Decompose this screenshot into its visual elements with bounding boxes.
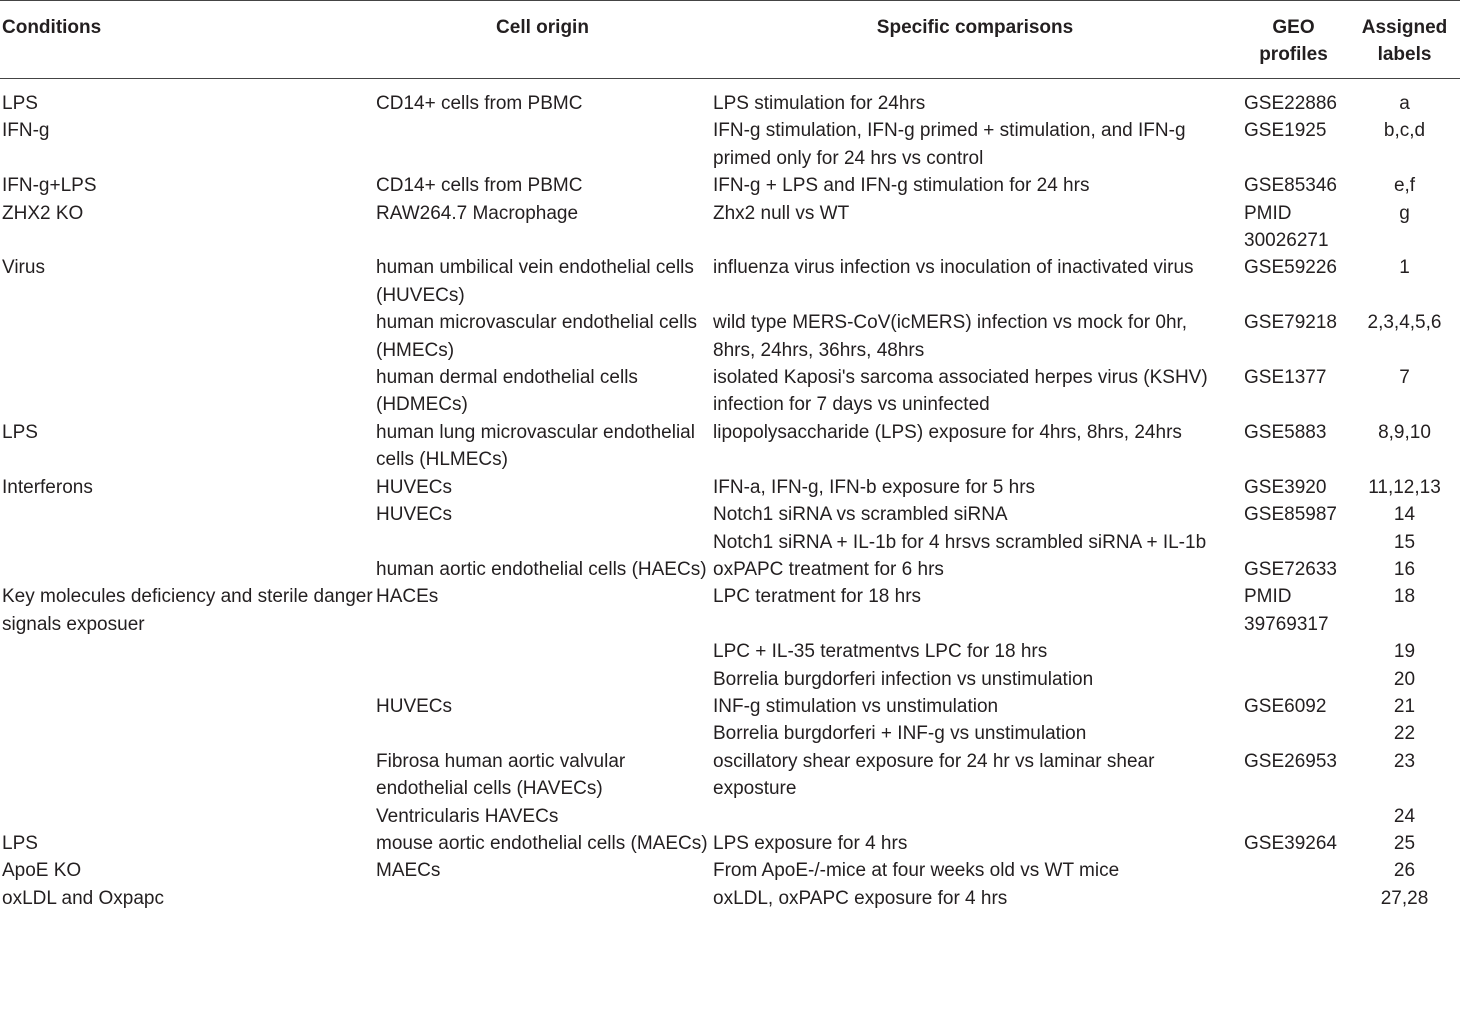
cell-assigned-label [1349,200,1460,255]
assigned-label-text: g [1399,202,1410,224]
geo-profile-text: GSE79218 [1244,312,1337,334]
cell-origin-text: human microvascular endothelial cells (HMECs) [376,312,698,361]
cell-assigned-label [1349,748,1460,803]
cell-assigned-label [1349,117,1460,172]
cell-assigned-label [1349,803,1460,830]
cell-geo-profile [1238,720,1349,747]
cell-origin-text: Fibrosa human aortic valvular endothelial cells (HAVECs) [376,750,626,800]
cell-assigned-label [1349,474,1460,501]
assigned-label-text: 11,12,13 [1368,476,1441,498]
cell-origin-text: CD14+ cells from PBMC [376,175,583,197]
cell-comparison [712,830,1238,857]
assigned-label-text: 22 [1393,723,1416,745]
cell-assigned-label [1349,254,1460,309]
cell-cell-origin [373,501,712,528]
assigned-label-text: 15 [1393,531,1416,553]
cell-comparison [712,583,1238,638]
cell-comparison [712,529,1238,556]
cell-condition [0,556,373,583]
cell-assigned-label [1349,693,1460,720]
cell-assigned-label [1349,583,1460,638]
cell-condition [0,666,373,693]
condition-text: IFN-g [2,120,50,142]
table-row [0,748,1460,803]
assigned-label-text: 20 [1393,668,1416,690]
table-row [0,474,1460,501]
cell-comparison [712,748,1238,803]
cell-cell-origin [373,254,712,309]
cell-cell-origin [373,885,712,912]
cell-assigned-label [1349,309,1460,364]
cell-geo-profile [1238,666,1349,693]
geo-profile-text: GSE6092 [1244,695,1327,717]
cell-comparison [712,419,1238,474]
cell-geo-profile [1238,803,1349,830]
condition-text: ApoE KO [2,860,82,882]
comparison-text: Borrelia burgdorferi infection vs unstimulation [713,668,1094,690]
table-row [0,172,1460,199]
cell-geo-profile [1238,309,1349,364]
comparison-text: IFN-g + LPS and IFN-g stimulation for 24 hrs [713,175,1090,197]
table-row [0,254,1460,309]
cell-assigned-label [1349,529,1460,556]
comparison-text: lipopolysaccharide (LPS) exposure for 4hrs, 8hrs, 24hrs [713,421,1182,443]
cell-cell-origin [373,803,712,830]
geo-profile-text: PMID 39769317 [1244,586,1329,635]
assigned-label-text: 25 [1393,832,1416,854]
cell-cell-origin [373,474,712,501]
geo-profile-text: GSE85987 [1244,504,1337,526]
cell-assigned-label [1349,364,1460,419]
assigned-label-text: 18 [1393,586,1416,608]
comparison-text: isolated Kaposi's sarcoma associated herpes virus (KSHV) infection for 7 days vs uninfected [713,367,1208,416]
cell-comparison [712,364,1238,419]
table-header [0,1,1460,79]
table-row [0,830,1460,857]
cell-condition [0,830,373,857]
cell-geo-profile [1238,857,1349,884]
cell-condition [0,200,373,255]
cell-condition [0,117,373,172]
assigned-label-text: 26 [1393,860,1416,882]
cell-assigned-label [1349,885,1460,912]
cell-assigned-label [1349,857,1460,884]
comparison-text: oxLDL, oxPAPC exposure for 4 hrs [713,887,1008,909]
cell-comparison [712,885,1238,912]
condition-text: ZHX2 KO [2,202,84,224]
cell-cell-origin [373,748,712,803]
table-body [0,79,1460,913]
header-specific-comparisons: Specific comparisons [876,17,1074,38]
table-row [0,583,1460,638]
cell-origin-text: Ventricularis HAVECs [376,805,559,827]
table-row [0,693,1460,720]
condition-text: LPS [2,93,38,114]
table-row [0,364,1460,419]
cell-assigned-label [1349,666,1460,693]
cell-geo-profile [1238,254,1349,309]
cell-condition [0,254,373,309]
cell-geo-profile [1238,200,1349,255]
geo-profile-text: PMID 30026271 [1244,202,1329,252]
header-cell-origin: Cell origin [496,17,589,38]
cell-origin-text: HUVECs [376,695,453,717]
cell-geo-profile [1238,830,1349,857]
table-row [0,803,1460,830]
cell-condition [0,529,373,556]
cell-comparison [712,501,1238,528]
assigned-label-text: 2,3,4,5,6 [1367,312,1442,334]
cell-cell-origin [373,720,712,747]
cell-geo-profile [1238,748,1349,803]
condition-text: IFN-g+LPS [2,175,97,197]
cell-geo-profile [1238,172,1349,199]
cell-geo-profile [1238,117,1349,172]
geo-profile-text: GSE85346 [1244,175,1337,197]
header-assigned-labels [1349,1,1460,79]
assigned-label-text: 8,9,10 [1378,421,1431,443]
table-row [0,857,1460,884]
cell-origin-text: human lung microvascular endothelial cells (HLMECs) [376,421,695,471]
geo-profile-text: GSE1377 [1244,367,1327,389]
cell-assigned-label [1349,501,1460,528]
cell-origin-text: HACEs [376,586,439,608]
cell-condition [0,172,373,199]
cell-assigned-label [1349,419,1460,474]
cell-cell-origin [373,693,712,720]
table-row [0,885,1460,912]
cell-comparison [712,79,1238,118]
cell-comparison [712,693,1238,720]
cell-geo-profile [1238,638,1349,665]
cell-condition [0,501,373,528]
comparison-text: LPC teratment for 18 hrs [713,586,922,608]
cell-geo-profile [1238,583,1349,638]
table-row [0,501,1460,528]
comparison-text: Zhx2 null vs WT [713,202,850,224]
cell-condition [0,803,373,830]
cell-cell-origin [373,556,712,583]
cell-comparison [712,309,1238,364]
cell-geo-profile [1238,556,1349,583]
cell-geo-profile [1238,474,1349,501]
cell-comparison [712,556,1238,583]
cell-comparison [712,638,1238,665]
assigned-label-text: 23 [1393,750,1416,772]
cell-cell-origin [373,200,712,255]
comparison-text: Notch1 siRNA + IL-1b for 4 hrsvs scrambled siRNA + IL-1b [713,531,1207,553]
cell-cell-origin [373,830,712,857]
cell-cell-origin [373,857,712,884]
comparison-text: LPS stimulation for 24hrs [713,93,926,114]
cell-condition [0,693,373,720]
comparison-text: Notch1 siRNA vs scrambled siRNA [713,504,1008,526]
comparison-text: IFN-a, IFN-g, IFN-b exposure for 5 hrs [713,476,1036,498]
cell-assigned-label [1349,556,1460,583]
cell-condition [0,638,373,665]
table-row [0,556,1460,583]
assigned-label-text: 24 [1393,805,1416,827]
cell-cell-origin [373,529,712,556]
cell-condition [0,309,373,364]
cell-comparison [712,803,1238,830]
cell-condition [0,885,373,912]
cell-geo-profile [1238,79,1349,118]
cell-assigned-label [1349,172,1460,199]
cell-condition [0,857,373,884]
cell-comparison [712,200,1238,255]
cell-geo-profile [1238,364,1349,419]
cell-condition [0,364,373,419]
table-row [0,200,1460,255]
assigned-label-text: 21 [1393,695,1416,717]
cell-condition [0,720,373,747]
comparison-text: wild type MERS-CoV(icMERS) infection vs mock for 0hr, 8hrs, 24hrs, 36hrs, 48hrs [713,312,1188,361]
header-assigned-labels-text: Assigned labels [1361,17,1448,65]
cell-cell-origin [373,666,712,693]
geo-profile-text: GSE72633 [1244,558,1337,580]
table-row [0,529,1460,556]
cell-cell-origin [373,117,712,172]
cell-comparison [712,666,1238,693]
condition-text: Key molecules deficiency and sterile danger signals exposuer [2,586,373,635]
table-row [0,720,1460,747]
cell-origin-text: CD14+ cells from PBMC [376,93,583,114]
comparison-text: oxPAPC treatment for 6 hrs [713,558,944,580]
geo-profile-text: GSE22886 [1244,93,1337,114]
cell-cell-origin [373,638,712,665]
assigned-label-text: e,f [1393,175,1416,197]
table-row [0,79,1460,118]
cell-origin-text: HUVECs [376,504,453,526]
assigned-label-text: 7 [1399,367,1410,389]
cell-geo-profile [1238,693,1349,720]
assigned-label-text: 1 [1399,257,1410,279]
condition-text: oxLDL and Oxpapc [2,887,164,909]
cell-origin-text: human umbilical vein endothelial cells (HUVECs) [376,257,694,306]
geo-profile-text: GSE3920 [1244,476,1327,498]
cell-comparison [712,720,1238,747]
comparison-text: From ApoE-/-mice at four weeks old vs WT mice [713,860,1120,882]
cell-assigned-label [1349,720,1460,747]
comparison-text: oscillatory shear exposure for 24 hr vs laminar shear exposture [713,750,1155,800]
table-row [0,117,1460,172]
table-row [0,419,1460,474]
condition-text: Virus [2,257,45,279]
comparison-text: Borrelia burgdorferi + INF-g vs unstimulation [713,723,1087,745]
cell-cell-origin [373,419,712,474]
comparison-text: influenza virus infection vs inoculation of inactivated virus [713,257,1194,279]
cell-origin-text: human dermal endothelial cells (HDMECs) [376,367,638,416]
cell-condition [0,583,373,638]
header-geo-profiles-text: GEO profiles [1259,17,1328,65]
cell-geo-profile [1238,529,1349,556]
cell-origin-text: human aortic endothelial cells (HAECs) [376,558,707,580]
cell-condition [0,79,373,118]
cell-condition [0,419,373,474]
cell-assigned-label [1349,638,1460,665]
cell-assigned-label [1349,830,1460,857]
cell-origin-text: HUVECs [376,476,453,498]
comparison-text: IFN-g stimulation, IFN-g primed + stimulation, and IFN-g primed only for 24 hrs vs control [713,120,1186,169]
assigned-label-text: 27,28 [1380,887,1429,909]
cell-condition [0,748,373,803]
comparison-text: INF-g stimulation vs unstimulation [713,695,999,717]
table-row [0,666,1460,693]
cell-geo-profile [1238,419,1349,474]
cell-comparison [712,857,1238,884]
comparison-text: LPC + IL-35 teratmentvs LPC for 18 hrs [713,641,1048,663]
cell-assigned-label [1349,79,1460,118]
cell-geo-profile [1238,501,1349,528]
assigned-label-text: 16 [1393,558,1416,580]
cell-origin-text: MAECs [376,860,441,882]
assigned-label-text: 14 [1393,504,1416,526]
cell-cell-origin [373,309,712,364]
cell-comparison [712,172,1238,199]
condition-text: LPS [2,832,38,854]
assigned-label-text: 19 [1393,641,1416,663]
geo-profile-text: GSE39264 [1244,832,1337,854]
assigned-label-text: a [1399,93,1410,114]
geo-profile-text: GSE26953 [1244,750,1337,772]
cell-origin-text: RAW264.7 Macrophage [376,202,579,224]
cell-origin-text: mouse aortic endothelial cells (MAECs) [376,832,708,854]
cell-cell-origin [373,583,712,638]
cell-geo-profile [1238,885,1349,912]
cell-condition [0,474,373,501]
geo-profile-text: GSE1925 [1244,120,1327,142]
assigned-label-text: b,c,d [1383,120,1426,142]
cell-cell-origin [373,79,712,118]
header-conditions: Conditions [2,17,102,38]
header-geo-profiles [1238,1,1349,79]
table-row [0,638,1460,665]
table-row [0,309,1460,364]
header-row [0,1,1460,79]
condition-text: Interferons [2,476,93,498]
cell-cell-origin [373,364,712,419]
cell-cell-origin [373,172,712,199]
geo-profile-text: GSE59226 [1244,257,1337,279]
geo-profile-text: GSE5883 [1244,421,1327,443]
condition-text: LPS [2,421,38,443]
cell-comparison [712,254,1238,309]
cell-comparison [712,117,1238,172]
cell-comparison [712,474,1238,501]
comparison-text: LPS exposure for 4 hrs [713,832,908,854]
